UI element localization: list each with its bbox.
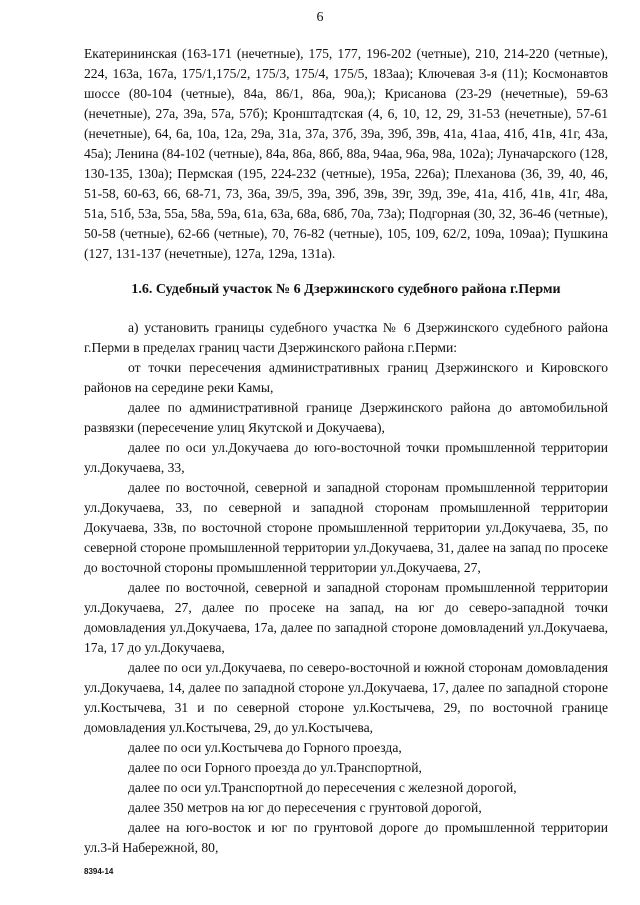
boundary-paragraph: от точки пересечения административных границ Дзержинского и Кировского районов на середине реки Камы,: [84, 360, 608, 395]
document-body: [84, 44, 608, 858]
section-heading: 1.6. Судебный участок № 6 Дзержинского судебного района г.Перми: [131, 282, 561, 297]
document-code: 8394-14: [84, 867, 114, 876]
boundary-paragraph: далее по оси ул.Транспортной до пересечения с железной дорогой,: [128, 780, 517, 795]
boundary-paragraph: далее на юго-восток и юг по грунтовой дороге до промышленной территории ул.3-й Набережной, 80,: [84, 820, 608, 855]
boundary-paragraph: далее по административной границе Дзержинского района до автомобильной развязки (пересечение улиц Якутской и Докучаева),: [84, 400, 608, 435]
address-list-paragraph: Екатерининская (163-171 (нечетные), 175, 177, 196-202 (четные), 210, 214-220 (четные), 224, 163а, 167а, 175/1,175/2, 175/3, 175/4, 175/5, 183аа); Ключевая 3-я (11); Космонавтов шоссе (80-104 (четные), 84а, 86/1, 86а, 90а,); Крисанова (23-29 (нечетные), 59-63 (нечетные), 27а, 39а, 57а, 57б); Кронштадтская (4, 6, 10, 12, 29, 31-53 (нечетные), 57-61 (нечетные), 64, 6а, 10а, 12а, 29а, 31а, 37а, 37б, 39а, 39б, 39в, 41а, 41аа, 41б, 41в, 41г, 43а, 45а); Ленина (84-102 (четные), 84а, 86а, 86б, 88а, 94аа, 96а, 98а, 102а); Луначарского (128, 130-135, 130а); Пермская (195, 224-232 (четные), 195а, 226а); Плеханова (36, 39, 40, 46, 51-58, 60-63, 66, 68-71, 73, 36а, 39/5, 39а, 39б, 39в, 39г, 39д, 39е, 41а, 41б, 41в, 41г, 48а, 51а, 51б, 53а, 55а, 58а, 59а, 61а, 63а, 68а, 68б, 70а, 73а); Подгорная (30, 32, 36-46 (четные), 50-58 (четные), 62-66 (четные), 70, 76-82 (четные), 105, 109, 62/2, 109а, 109аа); Пушкина (127, 131-137 (нечетные), 127а, 129а, 131а).: [84, 46, 608, 261]
boundary-paragraph: далее по восточной, северной и западной сторонам промышленной территории ул.Докучаева, 27, далее по просеке на запад, на юг до северо-западной точки домовладения ул.Докучаева, 17а, далее по западной стороне домовладений ул.Докучаева, 17а, 17 до ул.Докучаева,: [84, 580, 608, 655]
boundary-paragraph: а) установить границы судебного участка № 6 Дзержинского судебного района г.Перми в пределах границ части Дзержинского района г.Перми:: [84, 320, 608, 355]
boundary-paragraph: далее по оси ул.Докучаева, по северо-восточной и южной сторонам домовладения ул.Докучаева, 14, далее по западной стороне ул.Докучаева, 17, далее по западной стороне ул.Костычева, 31 и по северной стороне ул.Костычева, 29, по восточной границе домовладения ул.Костычева, 29, до ул.Костычева,: [84, 660, 608, 735]
boundary-paragraph: далее по оси ул.Костычева до Горного проезда,: [128, 740, 402, 755]
boundary-paragraph: далее по восточной, северной и западной сторонам промышленной территории ул.Докучаева, 33, по северной и западной сторонам промышленной территории Докучаева, 33в, по восточной стороне промышленной территории ул.Докучаева, 35, по северной стороне промышленной территории ул.Докучаева, 31, далее на запад по просеке до восточной стороны промышленной территории ул.Докучаева, 27,: [84, 480, 608, 575]
page-number: 6: [316, 10, 324, 25]
boundary-paragraph: далее 350 метров на юг до пересечения с грунтовой дорогой,: [128, 800, 482, 815]
boundary-paragraph: далее по оси Горного проезда до ул.Транспортной,: [128, 760, 422, 775]
boundary-paragraph: далее по оси ул.Докучаева до юго-восточной точки промышленной территории ул.Докучаева, 33,: [84, 440, 608, 475]
